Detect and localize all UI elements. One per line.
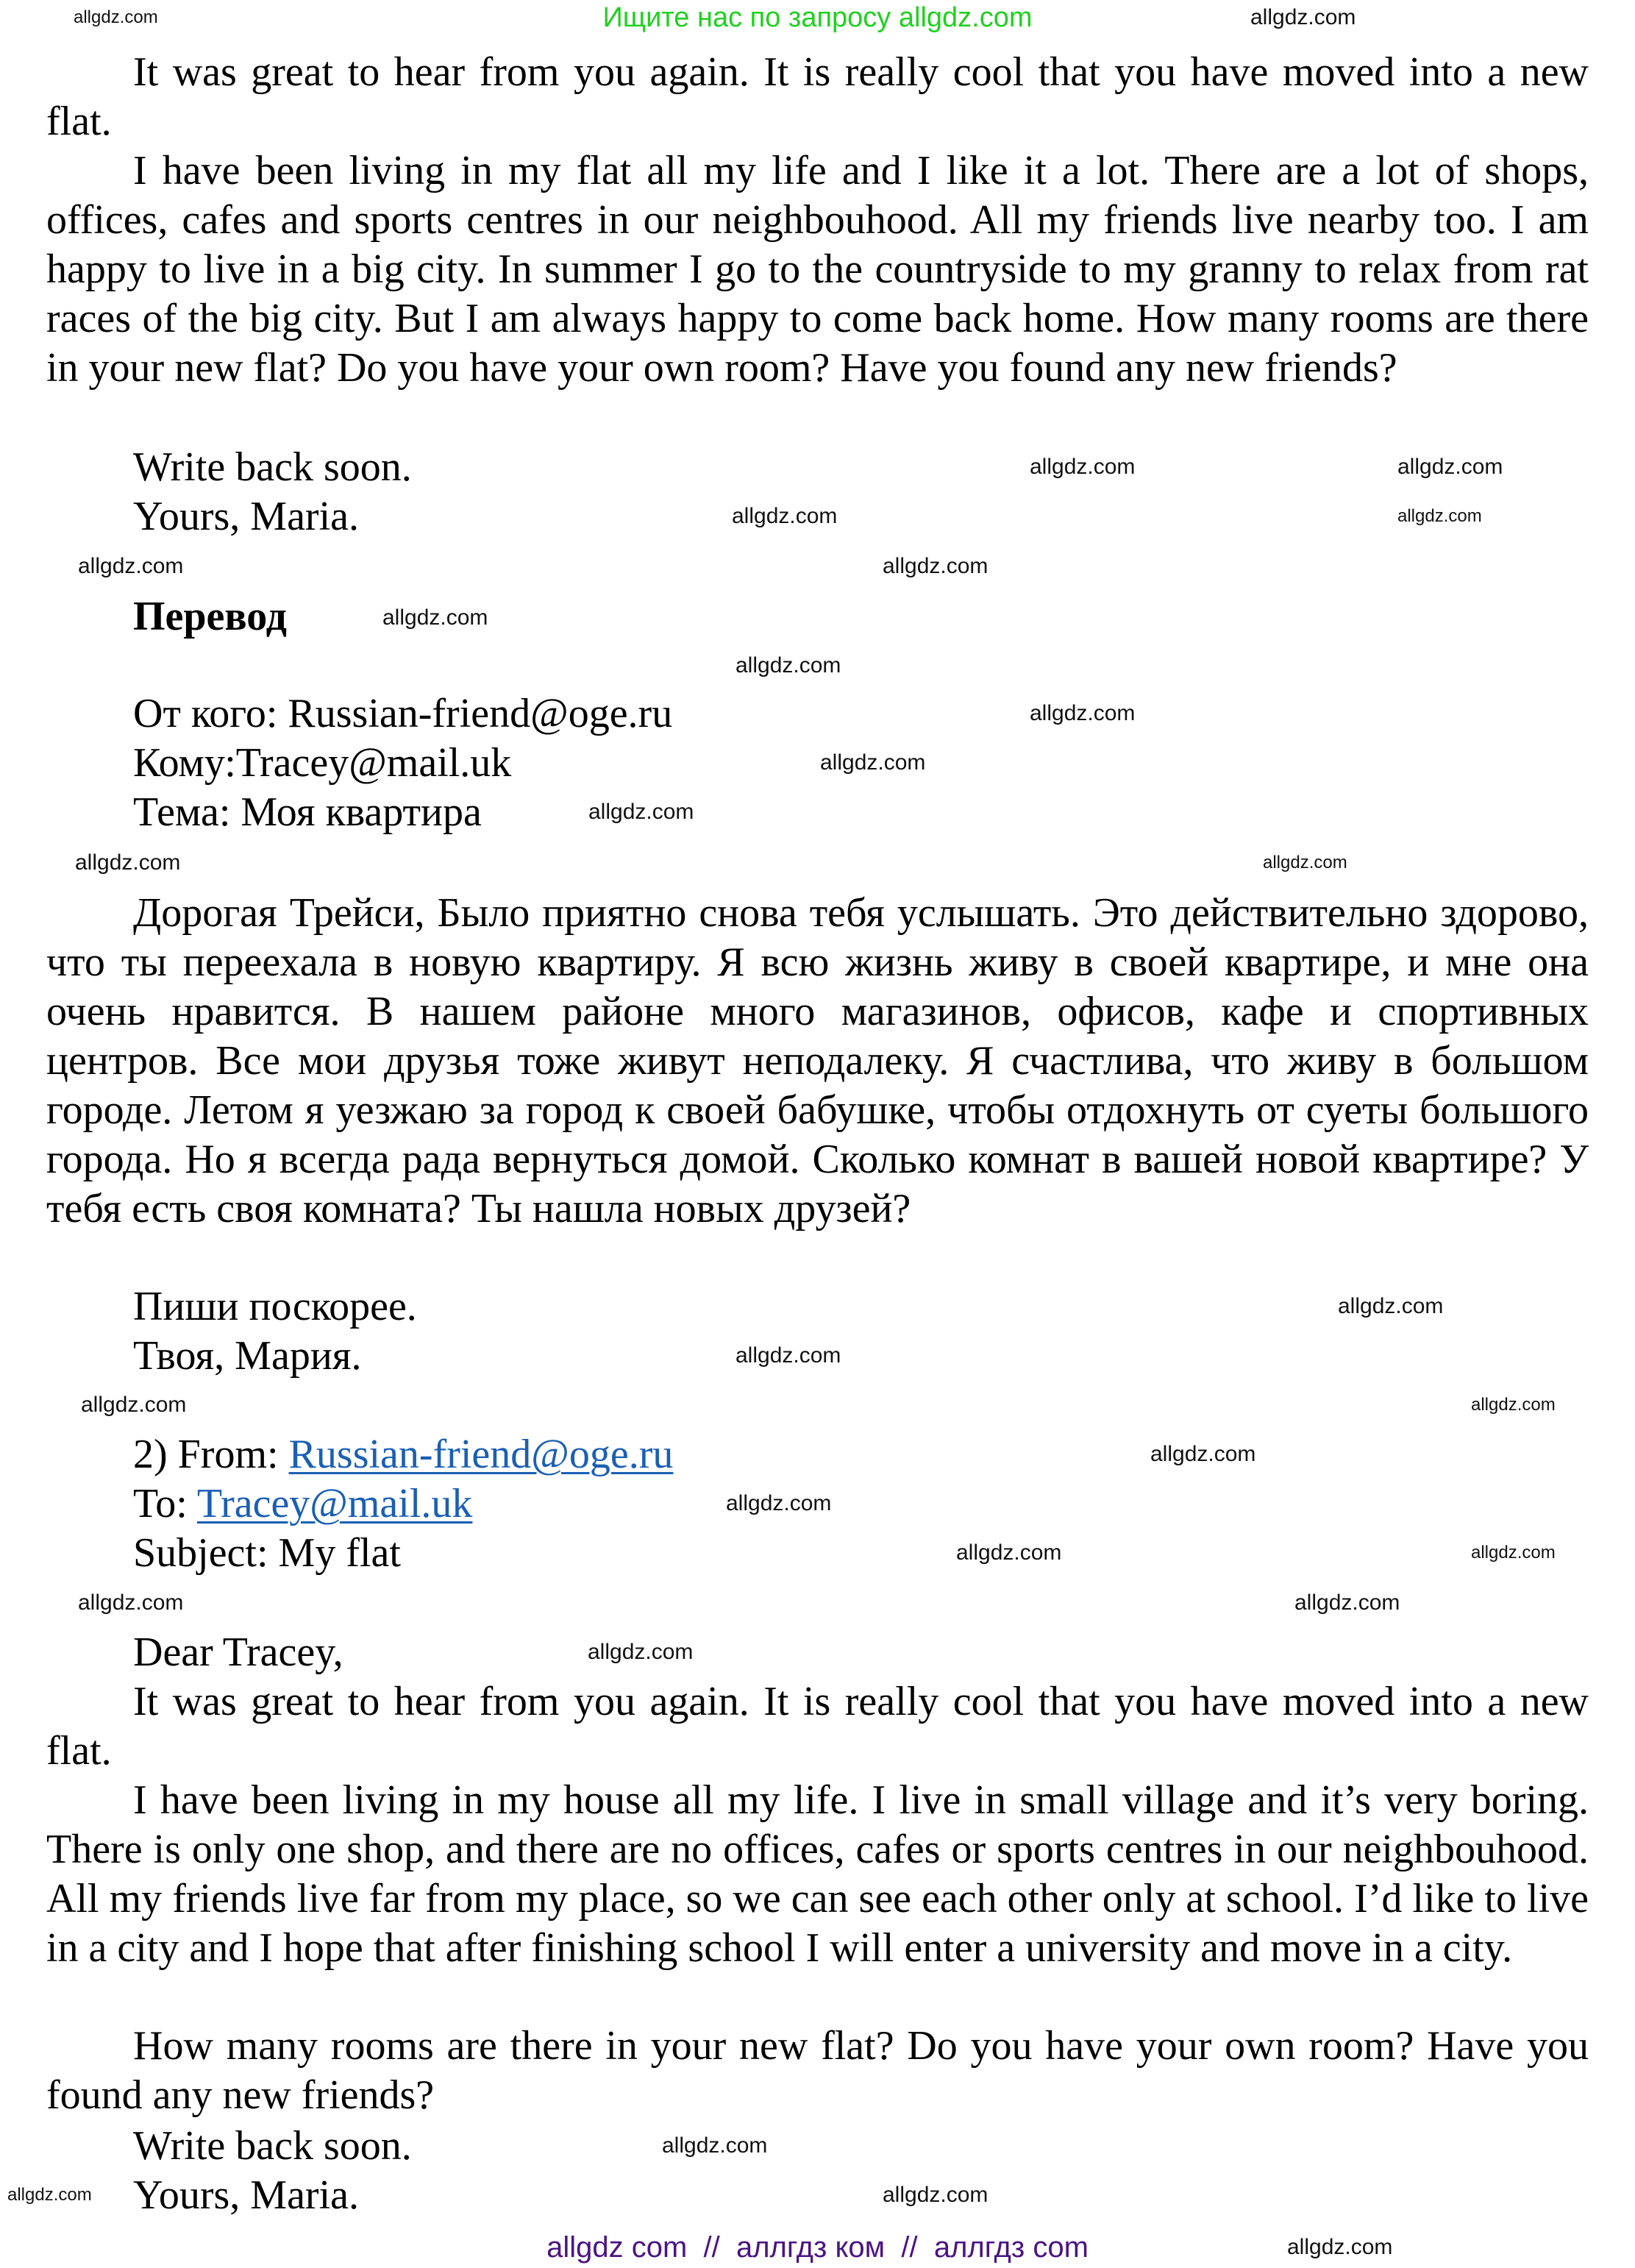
letter2-paragraph-3 <box>46 2022 1589 2120</box>
watermark: allgdz.com <box>7 2185 92 2205</box>
letter2-header <box>133 1430 673 1578</box>
watermark: allgdz.com <box>1263 853 1347 872</box>
watermark: allgdz.com <box>81 1393 187 1417</box>
signature-text: Yours, Maria. <box>133 494 359 539</box>
watermark: allgdz.com <box>732 504 838 528</box>
from-line <box>133 1430 673 1479</box>
watermark: allgdz.com <box>588 800 694 824</box>
watermark: allgdz.com <box>1397 455 1503 479</box>
paragraph-text: I have been living in my flat all my life and I like it a lot. There are a lot of shops, offices, cafes and sports centres in our neighbouhood. All my friends live nearby too. I am happy to live in a big city. In summer I go to the countryside to my granny to relax from rat races of the big city. But I am always happy to come back home. How many rooms are there in your new flat? Do you have your own room? Have you found any new friends? <box>46 148 1589 391</box>
letter2-greeting: Dear Tracey, <box>133 1629 343 1675</box>
signature-text: Твоя, Мария. <box>133 1333 362 1379</box>
translation-closing <box>133 1282 417 1381</box>
paragraph-text: It was great to hear from you again. It is really cool that you have moved into a new flat. <box>46 49 1589 144</box>
to-label: To: <box>133 1481 197 1526</box>
translation-heading: Перевод <box>133 594 287 639</box>
watermark: allgdz.com <box>1397 506 1482 526</box>
paragraph-text: How many rooms are there in your new flat? Do you have your own room? Have you found any new friends? <box>46 2023 1589 2118</box>
watermark: allgdz.com <box>78 554 184 578</box>
watermark: allgdz.com <box>1250 5 1356 29</box>
closing-text: Write back soon. <box>133 444 412 490</box>
watermark: allgdz.com <box>883 2183 989 2207</box>
watermark: allgdz.com <box>382 605 488 630</box>
search-banner[interactable]: Ищите нас по запросу allgdz.com <box>602 2 1033 33</box>
watermark: allgdz.com <box>883 554 989 578</box>
watermark: allgdz.com <box>735 1343 841 1368</box>
from-email-link[interactable]: Russian-friend@oge.ru <box>288 1432 674 1477</box>
watermark: allgdz.com <box>78 1590 184 1615</box>
watermark: allgdz.com <box>1287 2235 1393 2259</box>
to-line: Кому:Tracey@mail.uk <box>133 740 512 786</box>
watermark: allgdz.com <box>1030 701 1136 725</box>
letter1-paragraph-2 <box>46 146 1589 393</box>
paragraph-text: Дорогая Трейси, Было приятно снова тебя услышать. Это действительно здорово, что ты переехала в новую квартиру. Я всю жизнь живу в своей квартире, и мне она очень нравится. В нашем районе много магазинов, офисов, кафе и спортивных центров. Все мои друзья тоже живут неподалеку. Я счастлива, что живу в большом городе. Летом я уезжаю за город к своей бабушке, чтобы отдохнуть от суеты большого города. Но я всегда рада вернуться домой. Сколько комнат в вашей новой квартире? У тебя есть своя комната? Ты нашла новых друзей? <box>46 890 1589 1231</box>
watermark: allgdz.com <box>588 1640 694 1664</box>
watermark: allgdz.com <box>1471 1395 1556 1415</box>
watermark: allgdz.com <box>74 7 158 27</box>
watermark: allgdz.com <box>1338 1294 1444 1318</box>
closing-text: Write back soon. <box>133 2123 412 2169</box>
subject-line: Тема: Моя квартира <box>133 789 482 835</box>
letter1-closing <box>133 443 412 541</box>
watermark: allgdz.com <box>662 2133 768 2158</box>
closing-text: Пиши поскорее. <box>133 1284 417 1329</box>
letter2-paragraph-1 <box>46 1677 1589 1776</box>
watermark: allgdz.com <box>1150 1442 1256 1466</box>
signature-text: Yours, Maria. <box>133 2172 359 2218</box>
subject-line: Subject: My flat <box>133 1530 401 1576</box>
footer-links[interactable]: allgdz com // аллгдз ком // аллгдз com <box>546 2231 1089 2264</box>
letter2-closing <box>133 2122 412 2220</box>
watermark: allgdz.com <box>956 1540 1062 1565</box>
letter1-paragraph-1 <box>46 48 1589 146</box>
paragraph-text: It was great to hear from you again. It is really cool that you have moved into a new flat. <box>46 1679 1589 1774</box>
watermark: allgdz.com <box>75 850 181 875</box>
to-email-link[interactable]: Tracey@mail.uk <box>196 1481 473 1526</box>
from-label: 2) From: <box>133 1432 289 1477</box>
watermark: allgdz.com <box>1030 455 1136 479</box>
from-line: От кого: Russian-friend@oge.ru <box>133 691 673 736</box>
watermark: allgdz.com <box>726 1491 832 1515</box>
watermark: allgdz.com <box>1294 1590 1400 1615</box>
translation-body <box>46 889 1589 1234</box>
watermark: allgdz.com <box>735 653 841 678</box>
to-line <box>133 1479 472 1529</box>
watermark: allgdz.com <box>1471 1543 1556 1563</box>
paragraph-text: I have been living in my house all my life. I live in small village and it’s very boring. There is only one shop, and there are no offices, cafes or sports centres in our neighbouhood. All my friends live far from my place, so we can see each other only at school. I’d like to live in a city and I hope that after finishing school I will enter a university and move in a city. <box>46 1777 1589 1971</box>
letter2-paragraph-2 <box>46 1776 1589 1973</box>
watermark: allgdz.com <box>820 750 926 775</box>
